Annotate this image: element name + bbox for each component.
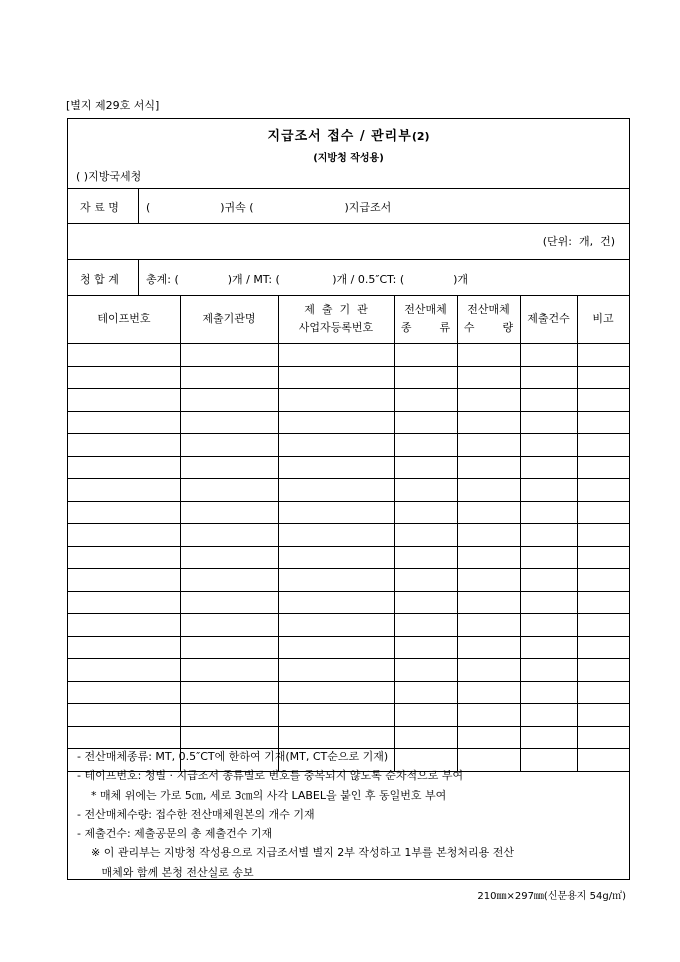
column-header: 테이프번호 (97, 311, 151, 325)
table-row-line (68, 658, 629, 659)
table-row-line (68, 726, 629, 727)
title-number: (2) (411, 130, 430, 143)
table-row-line (68, 501, 629, 502)
paper-spec: 210㎜×297㎜(신문용지 54g/㎡) (477, 891, 626, 902)
table-column-line (457, 295, 458, 771)
divider-line (138, 188, 139, 223)
form-title (68, 125, 629, 144)
form-subtitle: (지방청 작성용) (313, 153, 384, 164)
table-row-line (68, 703, 629, 704)
table-row-line (68, 411, 629, 412)
data-name-value: ( )귀속 ( )지급조서 (146, 201, 392, 214)
note-line: - 제출건수: 제출공문의 총 제출건수 기재 (77, 827, 273, 841)
table-row-line (68, 591, 629, 592)
divider-line (68, 259, 629, 260)
title-main: 지급조서 접수 / 관리부 (267, 129, 412, 144)
table-row-line (68, 546, 629, 547)
table-row-line (68, 568, 629, 569)
note-line: - 전산매체수량: 접수한 전산매체원본의 개수 기재 (77, 807, 315, 821)
column-header: 제 출 기 관 사업자등록번호 (298, 302, 374, 334)
divider-line (68, 223, 629, 224)
notes (77, 747, 514, 882)
table-row-line (68, 613, 629, 614)
table-column-line (520, 295, 521, 771)
divider-line (138, 259, 139, 295)
column-header: 제출기관명 (202, 311, 256, 325)
total-value: 총계: ( )개 / MT: ( )개 / 0.5″CT: ( )개 (146, 273, 469, 286)
data-name-label: 자 료 명 (80, 201, 119, 214)
table-column-line (577, 295, 578, 771)
table-row-line (68, 366, 629, 367)
form-caption: [별지 제29호 서식] (66, 99, 160, 112)
table-row-line (68, 523, 629, 524)
table-row-line (68, 478, 629, 479)
note-line: ※ 이 관리부는 지방청 작성용으로 지급조서별 별지 2부 작성하고 1부를 본청처리용 전산 (77, 846, 514, 860)
column-header: 전산매체 종 류 (400, 302, 451, 334)
divider-line (68, 343, 629, 344)
note-line: - 테이프번호: 청별 · 지급조서 종류별로 번호를 중복되지 않도록 순차적으로 부여 (77, 769, 464, 783)
total-label: 청 합 계 (80, 273, 119, 286)
table-row-line (68, 681, 629, 682)
column-header: 전산매체 수 량 (463, 302, 514, 334)
note-line: - 전산매체종류: MT, 0.5″CT에 한하여 기재(MT, CT순으로 기재) (77, 750, 389, 763)
note-line: 매체와 함께 본청 전산실로 송보 (77, 865, 254, 879)
table-row-line (68, 388, 629, 389)
table-column-line (394, 295, 395, 771)
note-line: * 매체 위에는 가로 5㎝, 세로 3㎝의 사각 LABEL을 붙인 후 동일번호 부여 (77, 788, 447, 802)
table-column-line (180, 295, 181, 771)
form-frame (67, 118, 630, 880)
table-row-line (68, 456, 629, 457)
unit-text: (단위: 개, 건) (542, 235, 615, 248)
column-header: 비고 (592, 311, 614, 325)
divider-line (68, 188, 629, 189)
regional-office-line: ( )지방국세청 (76, 170, 142, 183)
table-column-line (278, 295, 279, 771)
table-row-line (68, 433, 629, 434)
column-header: 제출건수 (527, 311, 570, 325)
table-row-line (68, 636, 629, 637)
